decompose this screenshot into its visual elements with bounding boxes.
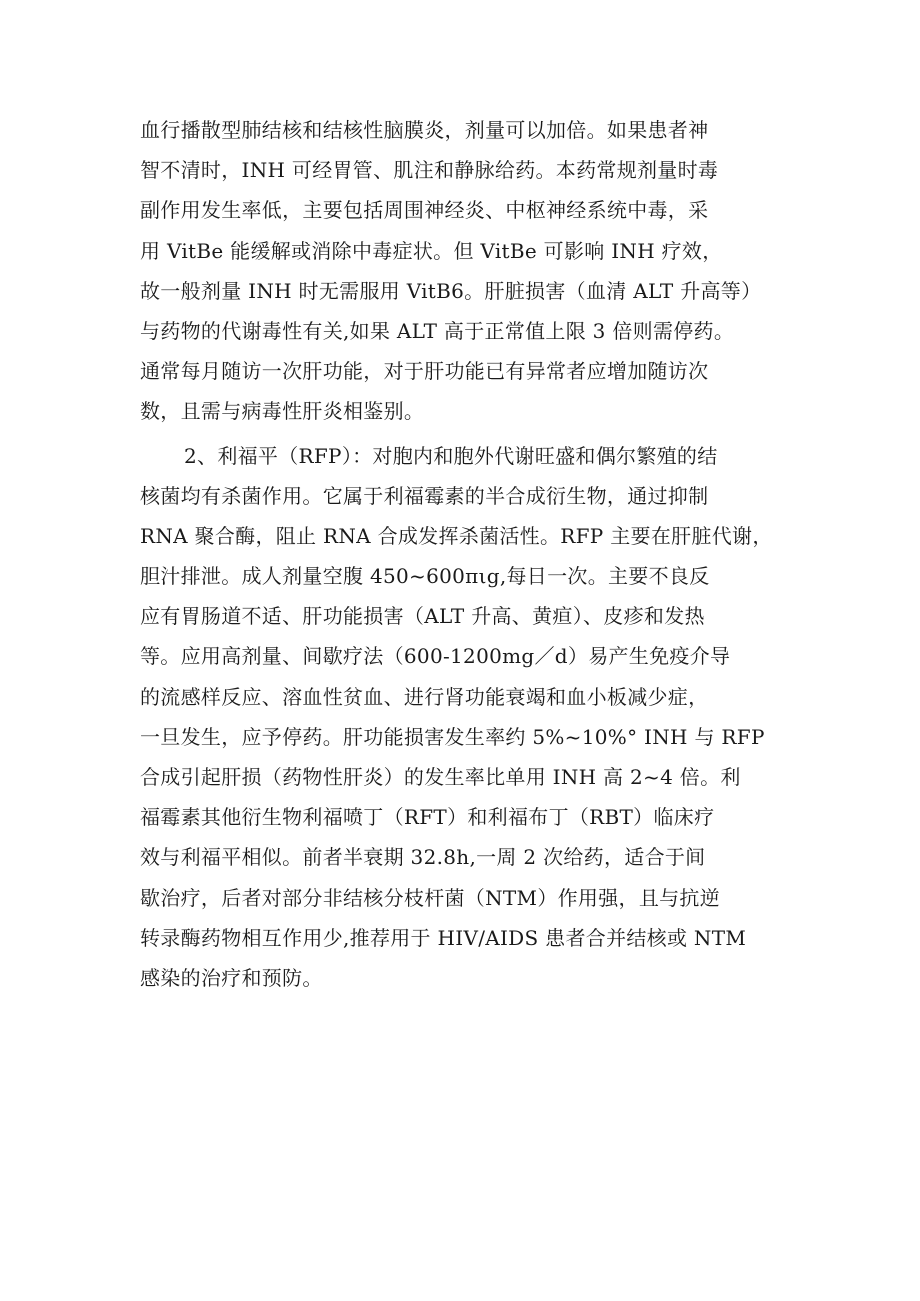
text-line: 福霉素其他衍生物利福喷丁（RFT）和利福布丁（RBT）临床疗 <box>140 805 715 830</box>
text-line: 通常每月随访一次肝功能，对于肝功能已有异常者应增加随访次 <box>140 359 709 384</box>
text-line: 与药物的代谢毒性有关,如果 ALT 高于正常值上限 3 倍则需停药。 <box>140 318 735 343</box>
text-line: 等。应用高剂量、间歇疗法（600-1200mg／d）易产生免疫介导 <box>140 644 731 669</box>
text-line: 故一般剂量 INH 时无需服用 VitB6。肝脏损害（血清 ALT 升高等） <box>140 278 762 303</box>
text-line: 血行播散型肺结核和结核性脑膜炎，剂量可以加倍。如果患者神 <box>140 118 709 142</box>
text-line: 数，且需与病毒性肝炎相鉴别。 <box>140 399 425 424</box>
paragraph-isoniazid <box>140 110 790 432</box>
text-line: 一旦发生，应予停药。肝功能损害发生率约 5%~10%° INH 与 RFP <box>140 724 765 749</box>
text-line: 合成引起肝损（药物性肝炎）的发生率比单用 INH 高 2~4 倍。利 <box>140 765 741 789</box>
text-line: 用 VitBe 能缓解或消除中毒症状。但 VitBe 可影响 INH 疗效， <box>140 238 723 263</box>
text-line: 副作用发生率低，主要包括周围神经炎、中枢神经系统中毒，采 <box>140 198 709 223</box>
text-line-first: 2、利福平（RFP）：对胞内和胞外代谢旺盛和偶尔繁殖的结 <box>184 443 718 468</box>
text-line: 的流感样反应、溶血性贫血、进行肾功能衰竭和血小板减少症， <box>140 684 709 709</box>
text-line: 感染的治疗和预防。 <box>140 965 323 990</box>
text-line: 胆汁排泄。成人剂量空腹 450~600πιg,每日一次。主要不良反 <box>140 564 710 589</box>
text-line: RNA 聚合酶，阻止 RNA 合成发挥杀菌活性。RFP 主要在肝脏代谢， <box>140 523 773 548</box>
text-line: 应有胃肠道不适、肝功能损害（ALT 升高、黄疸）、皮疹和发热 <box>140 604 705 629</box>
text-line: 智不清时，INH 可经胃管、肌注和静脉给药。本药常规剂量时毒 <box>140 158 719 183</box>
text-line: 效与利福平相似。前者半衰期 32.8h,一周 2 次给药，适合于间 <box>140 845 706 870</box>
text-line: 转录酶药物相互作用少,推荐用于 HIV/AIDS 患者合并结核或 NTM <box>140 925 747 950</box>
text-line: 核菌均有杀菌作用。它属于利福霉素的半合成衍生物，通过抑制 <box>140 483 709 508</box>
paragraph-rifampicin <box>140 436 790 999</box>
text-line: 歇治疗，后者对部分非结核分枝杆菌（NTM）作用强，且与抗逆 <box>140 885 721 910</box>
body-text <box>140 110 790 998</box>
